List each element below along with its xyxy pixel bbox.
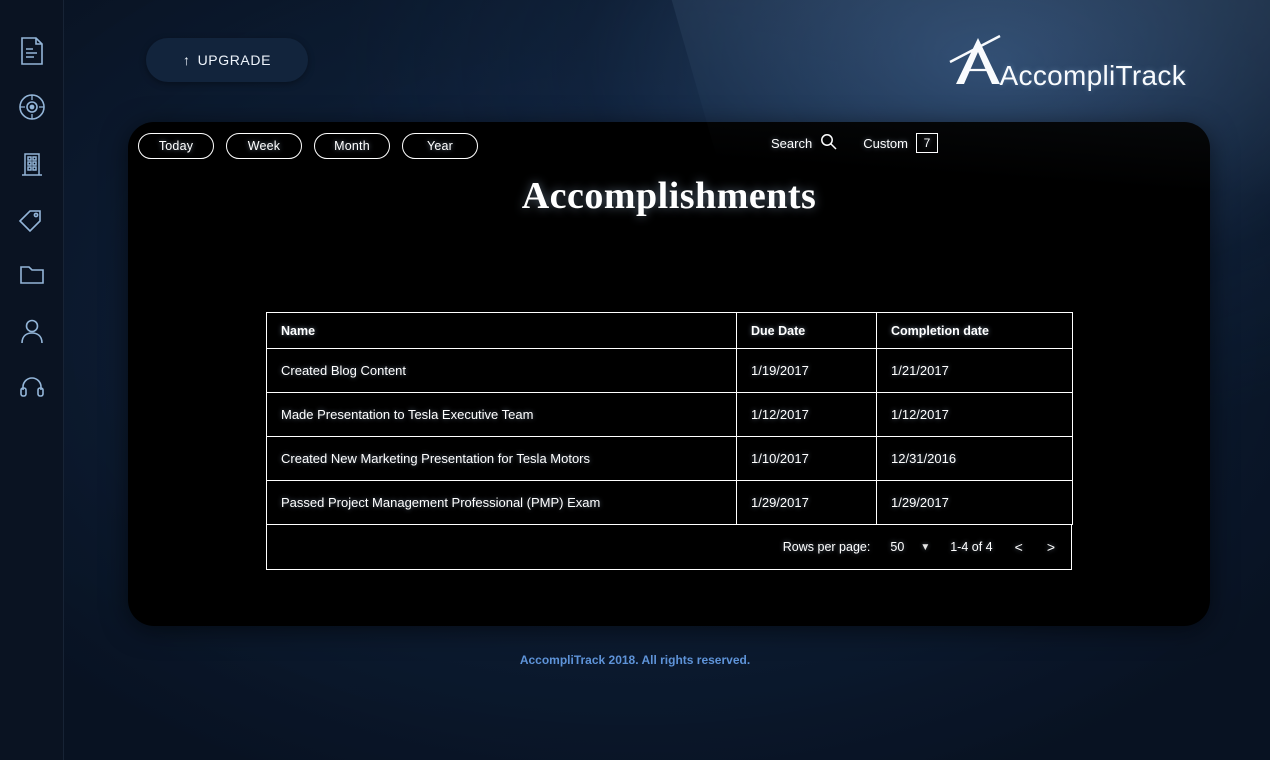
table-row[interactable]	[267, 437, 1073, 481]
folder-icon	[18, 262, 46, 288]
filter-today-button[interactable]: Today	[138, 133, 214, 159]
up-arrow-icon: ↑	[182, 52, 191, 68]
building-icon	[18, 148, 46, 178]
table-header	[267, 313, 1073, 349]
cell-due-date: 1/12/2017	[737, 393, 877, 437]
search-button[interactable]	[771, 133, 837, 153]
headset-icon	[18, 373, 46, 401]
chevron-down-icon[interactable]: ▼	[920, 541, 931, 553]
pagination-range-label: 1-4 of 4	[950, 540, 993, 554]
rows-per-page-label: Rows per page:	[782, 540, 871, 554]
cell-completion-date: 1/21/2017	[877, 349, 1073, 393]
sidebar-item-tags[interactable]	[15, 202, 49, 236]
table-pagination	[266, 525, 1072, 570]
sidebar-item-company[interactable]	[15, 146, 49, 180]
previous-page-button[interactable]: <	[1014, 539, 1023, 555]
table-row[interactable]	[267, 481, 1073, 525]
column-header-completion-date[interactable]: Completion date	[877, 313, 1073, 349]
tag-icon	[17, 205, 47, 233]
next-page-button[interactable]: >	[1046, 539, 1055, 555]
column-header-name[interactable]: Name	[267, 313, 737, 349]
custom-label: Custom	[863, 135, 908, 151]
cell-name: Created New Marketing Presentation for Tesla Motors	[267, 437, 737, 481]
cell-due-date: 1/19/2017	[737, 349, 877, 393]
cell-name: Passed Project Management Professional (PMP) Exam	[267, 481, 737, 525]
cell-completion-date: 1/29/2017	[877, 481, 1073, 525]
table-body	[267, 349, 1073, 525]
rows-per-page-value[interactable]: 50	[890, 540, 905, 554]
target-icon	[17, 92, 47, 122]
cell-name: Created Blog Content	[267, 349, 737, 393]
filter-year-button[interactable]: Year	[402, 133, 478, 159]
search-label: Search	[771, 135, 813, 151]
column-header-due-date[interactable]: Due Date	[737, 313, 877, 349]
custom-value-box[interactable]: 7	[916, 133, 938, 153]
table-tools	[771, 133, 938, 153]
table-row[interactable]	[267, 393, 1073, 437]
sidebar-item-goals[interactable]	[15, 90, 49, 124]
rows-per-page-group	[783, 540, 930, 554]
app-logo	[948, 34, 1186, 93]
table-header-row	[267, 313, 1073, 349]
page-title: Accomplishments	[521, 175, 817, 217]
sidebar-item-documents[interactable]	[15, 34, 49, 68]
table-row[interactable]	[267, 349, 1073, 393]
sidebar-item-support[interactable]	[15, 370, 49, 404]
cell-due-date: 1/10/2017	[737, 437, 877, 481]
filter-month-button[interactable]: Month	[314, 133, 390, 159]
upgrade-button-label: UPGRADE	[197, 52, 272, 68]
custom-range-button[interactable]	[863, 133, 938, 153]
document-icon	[18, 36, 46, 66]
cell-completion-date: 1/12/2017	[877, 393, 1073, 437]
cell-due-date: 1/29/2017	[737, 481, 877, 525]
filter-row	[138, 133, 948, 159]
accomplishments-table-wrap	[266, 312, 1072, 570]
sidebar-item-profile[interactable]	[15, 314, 49, 348]
logo-text: AccompliTrack	[999, 60, 1186, 91]
accomplishments-table	[266, 312, 1073, 525]
cell-completion-date: 12/31/2016	[877, 437, 1073, 481]
upgrade-button[interactable]	[146, 38, 308, 82]
sidebar	[0, 0, 64, 760]
sidebar-item-files[interactable]	[15, 258, 49, 292]
cell-name: Made Presentation to Tesla Executive Team	[267, 393, 737, 437]
filter-week-button[interactable]: Week	[226, 133, 302, 159]
search-icon	[820, 133, 837, 153]
user-icon	[19, 316, 45, 346]
footer-copyright: AccompliTrack 2018. All rights reserved.	[519, 653, 751, 667]
logo-mark-icon	[948, 34, 1006, 93]
